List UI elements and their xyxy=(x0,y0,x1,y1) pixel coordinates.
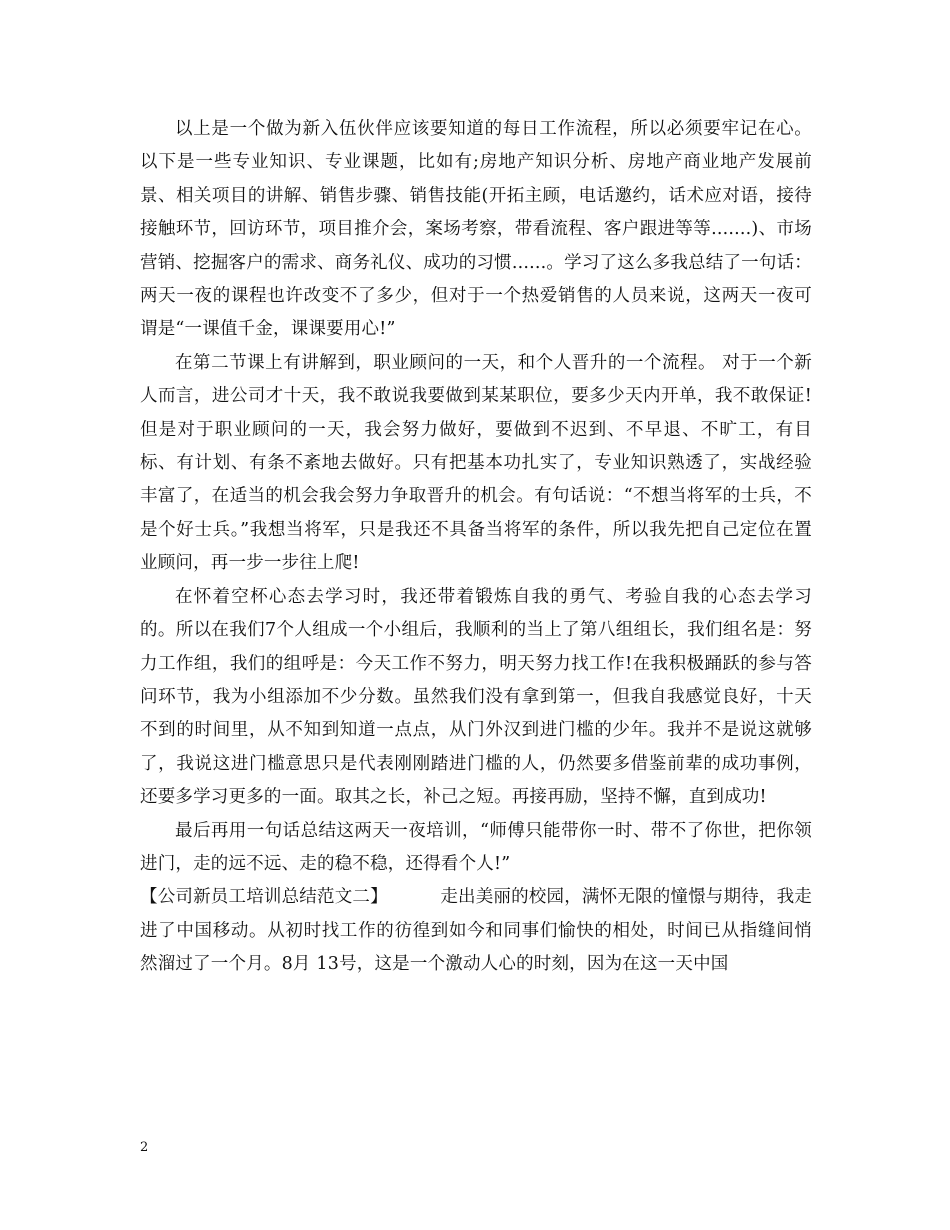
paragraph-group-leader: 在怀着空杯心态去学习时，我还带着锻炼自我的勇气、考验自我的心态去学习的。所以在我们7个人组成一个小组后，我顺利的当上了第八组组长，我们组名是：努力工作组，我们的组呼是：今天工作不努力，明天努力找工作!在我积极踊跃的参与答问环节，我为小组添加不少分数。虽然我们没有拿到第一，但我自我感觉良好，十天不到的时间里，从不知到知道一点点，从门外汉到进门槛的少年。我并不是说这就够了，我说这进门槛意思只是代表刚刚踏进门槛的人，仍然要多借鉴前辈的成功事例，还要多学习更多的一面。取其之长，补己之短。再接再励，坚持不懈，直到成功! xyxy=(140,586,812,808)
paragraph-summary-quote: 最后再用一句话总结这两天一夜培训，“师傅只能带你一时、带不了你世，把你领进门，走的远不远、走的稳不稳，还得看个人!” xyxy=(140,820,812,874)
section-two-paragraph xyxy=(140,881,812,981)
paragraph-career-advisor: 在第二节课上有讲解到，职业顾问的一天，和个人晋升的一个流程。 对于一个新人而言，进公司才十天，我不敢说我要做到某某职位，要多少天内开单，我不敢保证!但是对于职业顾问的一天，我会努力做好，要做到不迟到、不早退、不旷工，有目标、有计划、有条不紊地去做好。只有把基本功扎实了，专业知识熟透了，实战经验丰富了，在适当的机会我会努力争取晋升的机会。有句话说：“不想当将军的士兵，不是个好士兵。”我想当将军，只是我还不具备当将军的条件，所以我先把自己定位在置业顾问，再一步一步往上爬! xyxy=(140,352,812,574)
page-number: 2 xyxy=(140,1140,149,1155)
paragraph-daily-workflow: 以上是一个做为新入伍伙伴应该要知道的每日工作流程，所以必须要牢记在心。以下是一些专业知识、专业课题，比如有;房地产知识分析、房地产商业地产发展前景、相关项目的讲解、销售步骤、销售技能(开拓主顾，电话邀约，话术应对语，接待接触环节，回访环节，项目推介会，案场考察，带看流程、客户跟进等等.......)、市场营销、挖掘客户的需求、商务礼仪、成功的习惯......。学习了这么多我总结了一句话：两天一夜的课程也许改变不了多少，但对于一个热爱销售的人员来说，这两天一夜可谓是“一课值千金，课课要用心!” xyxy=(140,119,812,340)
section-body-text: 走出美丽的校园，满怀无限的憧憬与期待，我走进了中国移动。从初时找工作的彷徨到如今和同事们愉快的相处，时间已从指缝间悄然溜过了一个月。8月 13号，这是一个激动人心的时刻，因为在这一天中国 xyxy=(140,887,813,975)
document-body xyxy=(140,113,812,982)
section-heading: 【公司新员工培训总结范文二】 xyxy=(140,887,388,908)
